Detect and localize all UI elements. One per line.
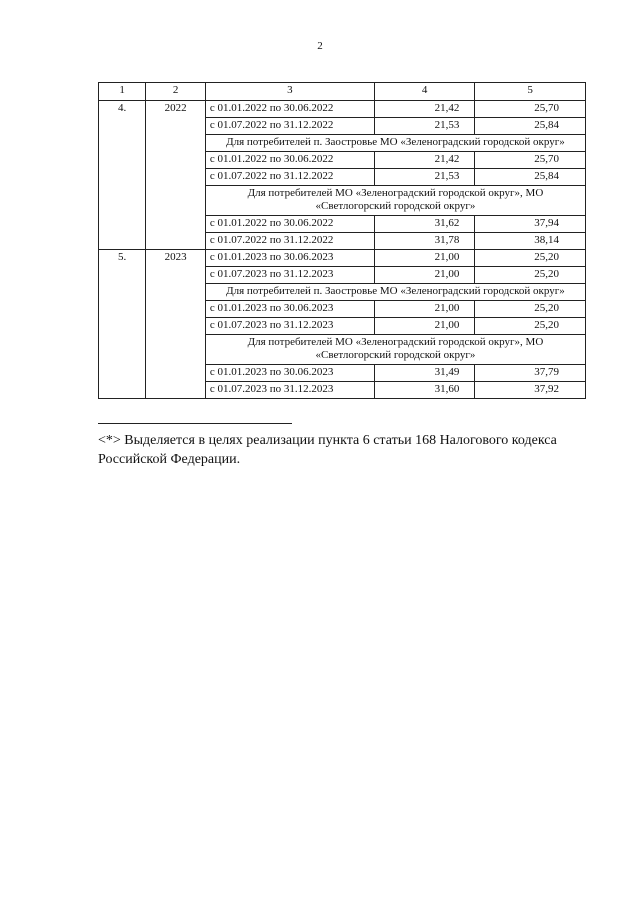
- value-col5-cell: 25,20: [475, 250, 586, 267]
- period-cell: с 01.01.2023 по 30.06.2023: [205, 365, 374, 382]
- value-col4-cell: 31,62: [374, 216, 474, 233]
- header-col-2: 2: [146, 83, 206, 101]
- table-header-row: [99, 83, 586, 101]
- value-col5-cell: 25,70: [475, 101, 586, 118]
- table-row: [99, 101, 586, 118]
- value-col4-cell: 21,00: [374, 267, 474, 284]
- period-cell: с 01.07.2023 по 31.12.2023: [205, 318, 374, 335]
- value-col4-cell: 31,49: [374, 365, 474, 382]
- row-year: 2023: [146, 250, 206, 399]
- header-col-4: 4: [374, 83, 474, 101]
- value-col4-cell: 21,00: [374, 301, 474, 318]
- value-col4-cell: 31,60: [374, 382, 474, 399]
- value-col5-cell: 38,14: [475, 233, 586, 250]
- period-cell: с 01.07.2023 по 31.12.2023: [205, 382, 374, 399]
- header-col-5: 5: [475, 83, 586, 101]
- value-col5-cell: 37,79: [475, 365, 586, 382]
- header-col-1: 1: [99, 83, 146, 101]
- tariff-table: [98, 82, 586, 399]
- row-year: 2022: [146, 101, 206, 250]
- period-cell: с 01.07.2023 по 31.12.2023: [205, 267, 374, 284]
- value-col4-cell: 21,53: [374, 118, 474, 135]
- row-index: 4.: [99, 101, 146, 250]
- value-col5-cell: 25,20: [475, 267, 586, 284]
- period-cell: с 01.01.2022 по 30.06.2022: [205, 216, 374, 233]
- value-col5-cell: 25,84: [475, 169, 586, 186]
- section-title: Для потребителей МО «Зеленоградский городской округ», МО «Светлогорский городской округ»: [205, 186, 585, 216]
- value-col5-cell: 37,94: [475, 216, 586, 233]
- period-cell: с 01.07.2022 по 31.12.2022: [205, 233, 374, 250]
- value-col5-cell: 25,20: [475, 301, 586, 318]
- section-title: Для потребителей п. Заостровье МО «Зеленоградский городской округ»: [205, 284, 585, 301]
- value-col5-cell: 25,20: [475, 318, 586, 335]
- period-cell: с 01.01.2022 по 30.06.2022: [205, 101, 374, 118]
- value-col5-cell: 25,84: [475, 118, 586, 135]
- table-row: [99, 250, 586, 267]
- footnote-divider: [98, 423, 292, 424]
- period-cell: с 01.01.2023 по 30.06.2023: [205, 250, 374, 267]
- value-col5-cell: 37,92: [475, 382, 586, 399]
- value-col4-cell: 21,00: [374, 250, 474, 267]
- period-cell: с 01.07.2022 по 31.12.2022: [205, 118, 374, 135]
- period-cell: с 01.07.2022 по 31.12.2022: [205, 169, 374, 186]
- value-col4-cell: 21,42: [374, 101, 474, 118]
- footnote-text: <*> Выделяется в целях реализации пункта 6 статьи 168 Налогового кодекса Российской Федерации.: [98, 433, 557, 467]
- row-index: 5.: [99, 250, 146, 399]
- header-col-3: 3: [205, 83, 374, 101]
- value-col4-cell: 21,00: [374, 318, 474, 335]
- section-title: Для потребителей п. Заостровье МО «Зеленоградский городской округ»: [205, 135, 585, 152]
- section-title: Для потребителей МО «Зеленоградский городской округ», МО «Светлогорский городской округ»: [205, 335, 585, 365]
- value-col4-cell: 21,53: [374, 169, 474, 186]
- tariff-table-body: [99, 83, 586, 399]
- value-col4-cell: 21,42: [374, 152, 474, 169]
- value-col4-cell: 31,78: [374, 233, 474, 250]
- period-cell: с 01.01.2023 по 30.06.2023: [205, 301, 374, 318]
- value-col5-cell: 25,70: [475, 152, 586, 169]
- page-number: 2: [317, 40, 323, 52]
- period-cell: с 01.01.2022 по 30.06.2022: [205, 152, 374, 169]
